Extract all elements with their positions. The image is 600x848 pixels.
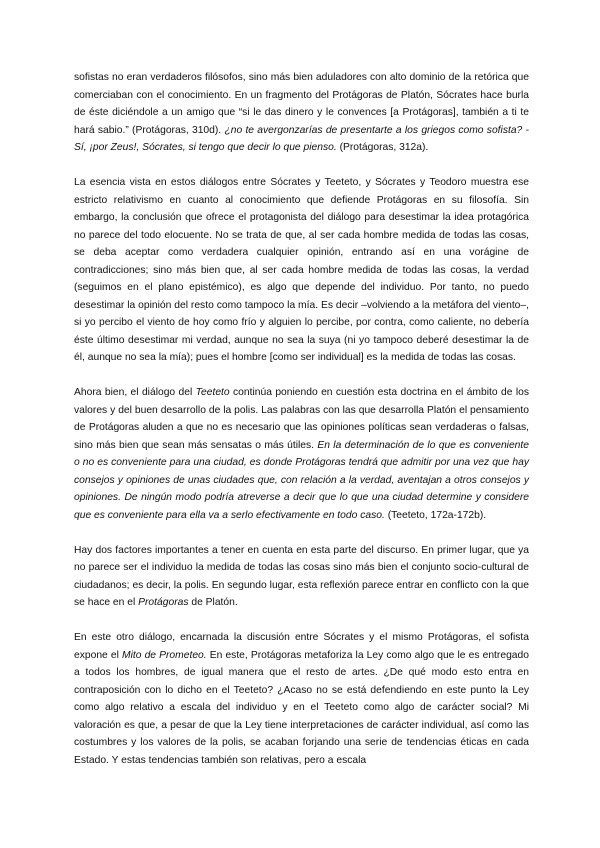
- paragraph-3-text-cont: continúa poniendo en cuestión esta doctrina en el ámbito de los valores y del buen desarrollo de la polis. Las palabras con las que desarrolla Platón el pensamiento de Protágoras aluden a que no es necesario que las opiniones políticas sean verdaderas o falsas, sino más bien que sean más sensatas o más útiles.: [74, 387, 529, 451]
- paragraph-1: [74, 69, 529, 157]
- paragraph-4-title-protagoras: Protágoras: [138, 597, 189, 609]
- paragraph-3-text: Ahora bien, el diálogo del: [74, 387, 196, 399]
- paragraph-1-citation: (Protágoras, 312a).: [336, 142, 429, 153]
- paragraph-3-citation: (Teeteto, 172a-172b).: [384, 509, 487, 521]
- paragraph-4-text-end: de Platón.: [188, 597, 238, 609]
- paragraph-5-text: En este otro diálogo, encarnada la discusión entre Sócrates y el mismo Protágoras, el sofista expone el: [74, 632, 529, 661]
- paragraph-4-text: Hay dos factores importantes a tener en cuenta en esta parte del discurso. En primer lugar, que ya no parece ser el individuo la medida de todas las cosas sino más bien el conjunto socio-cultural de ciudadanos; es decir, la polis. En segundo lugar, esta reflexión parece entrar en conflicto con la que se hace en el: [74, 544, 529, 609]
- paragraph-3: [74, 384, 529, 524]
- document-body: [74, 69, 529, 769]
- paragraph-1-quote: ¿no te avergonzarías de presentarte a los griegos como sofista? -Sí, ¡por Zeus!, Sócrates, si tengo que decir lo que pienso.: [74, 124, 529, 153]
- paragraph-1-text: sofistas no eran verdaderos filósofos, sino más bien aduladores con alto dominio de la retórica que comerciaban con el conocimiento. En un fragmento del Protágoras de Platón, Sócrates hace burla de éste diciéndole a un amigo que “si le das dinero y le convences [a Protágoras], también a ti te hará sabio.” (Protágoras, 310d).: [74, 72, 529, 136]
- paragraph-2: [74, 174, 529, 367]
- paragraph-4: [74, 542, 529, 612]
- paragraph-2-text: La esencia vista en estos diálogos entre Sócrates y Teeteto, y Sócrates y Teodoro muestra ese estricto relativismo en cuanto al conocimiento que defiende Protágoras en su filosofía. Sin embargo, la conclusión que ofrece el protagonista del diálogo para desestimar la idea protagórica no parece del todo elocuente. No se trata de que, al ser cada hombre medida de todas las cosas, se deba aceptar como verdadera cualquier opinión, entrando así en una vorágine de contradicciones; sino más bien que, al ser cada hombre medida de todas las cosas, la verdad (seguimos en el plano epistémico), es algo que depende del individuo. Por tanto, no puedo desestimar la opinión del resto como tampoco la mía. Es decir –volviendo a la metáfora del viento–, si yo percibo el viento de hoy como frío y alguien lo percibe, por contra, como caliente, no debería éste último desestimar mi verdad, aunque no sea la suya (ni yo tampoco deberé desestimar la de él, aunque no sea la mía); pues el hombre [como ser individual] es la medida de todas las cosas.: [74, 177, 529, 364]
- paragraph-3-title-teeteto: Teeteto: [195, 387, 230, 399]
- paragraph-3-quote: En la determinación de lo que es conveniente o no es conveniente para una ciudad, es donde Protágoras tendrá que admitir por una vez que hay consejos y opiniones de unas ciudades que, con relación a la verdad, aventajan a otros consejos y opiniones. De ningún modo podría atreverse a decir que lo que una ciudad determine y considere que es conveniente para ella va a serlo efectivamente en todo caso.: [74, 439, 530, 521]
- paragraph-5: [74, 629, 529, 769]
- paragraph-5-title-mito: Mito de Prometeo.: [122, 649, 207, 661]
- paragraph-5-text-cont: En este, Protágoras metaforiza la Ley como algo que le es entregado a todos los hombres, de igual manera que el resto de artes. ¿De qué modo esto entra en contraposición con lo dicho en el Teeteto? ¿Acaso no se está defendiendo en este punto la Ley como algo relativo a escala del individuo y en el Teeteto como algo de carácter social? Mi valoración es que, a pesar de que la Ley tiene interpretaciones de carácter individual, así como las costumbres y los valores de la polis, se acaban forjando una serie de tendencias éticas en cada Estado. Y estas tendencias también son relativas, pero a escala: [74, 649, 529, 766]
